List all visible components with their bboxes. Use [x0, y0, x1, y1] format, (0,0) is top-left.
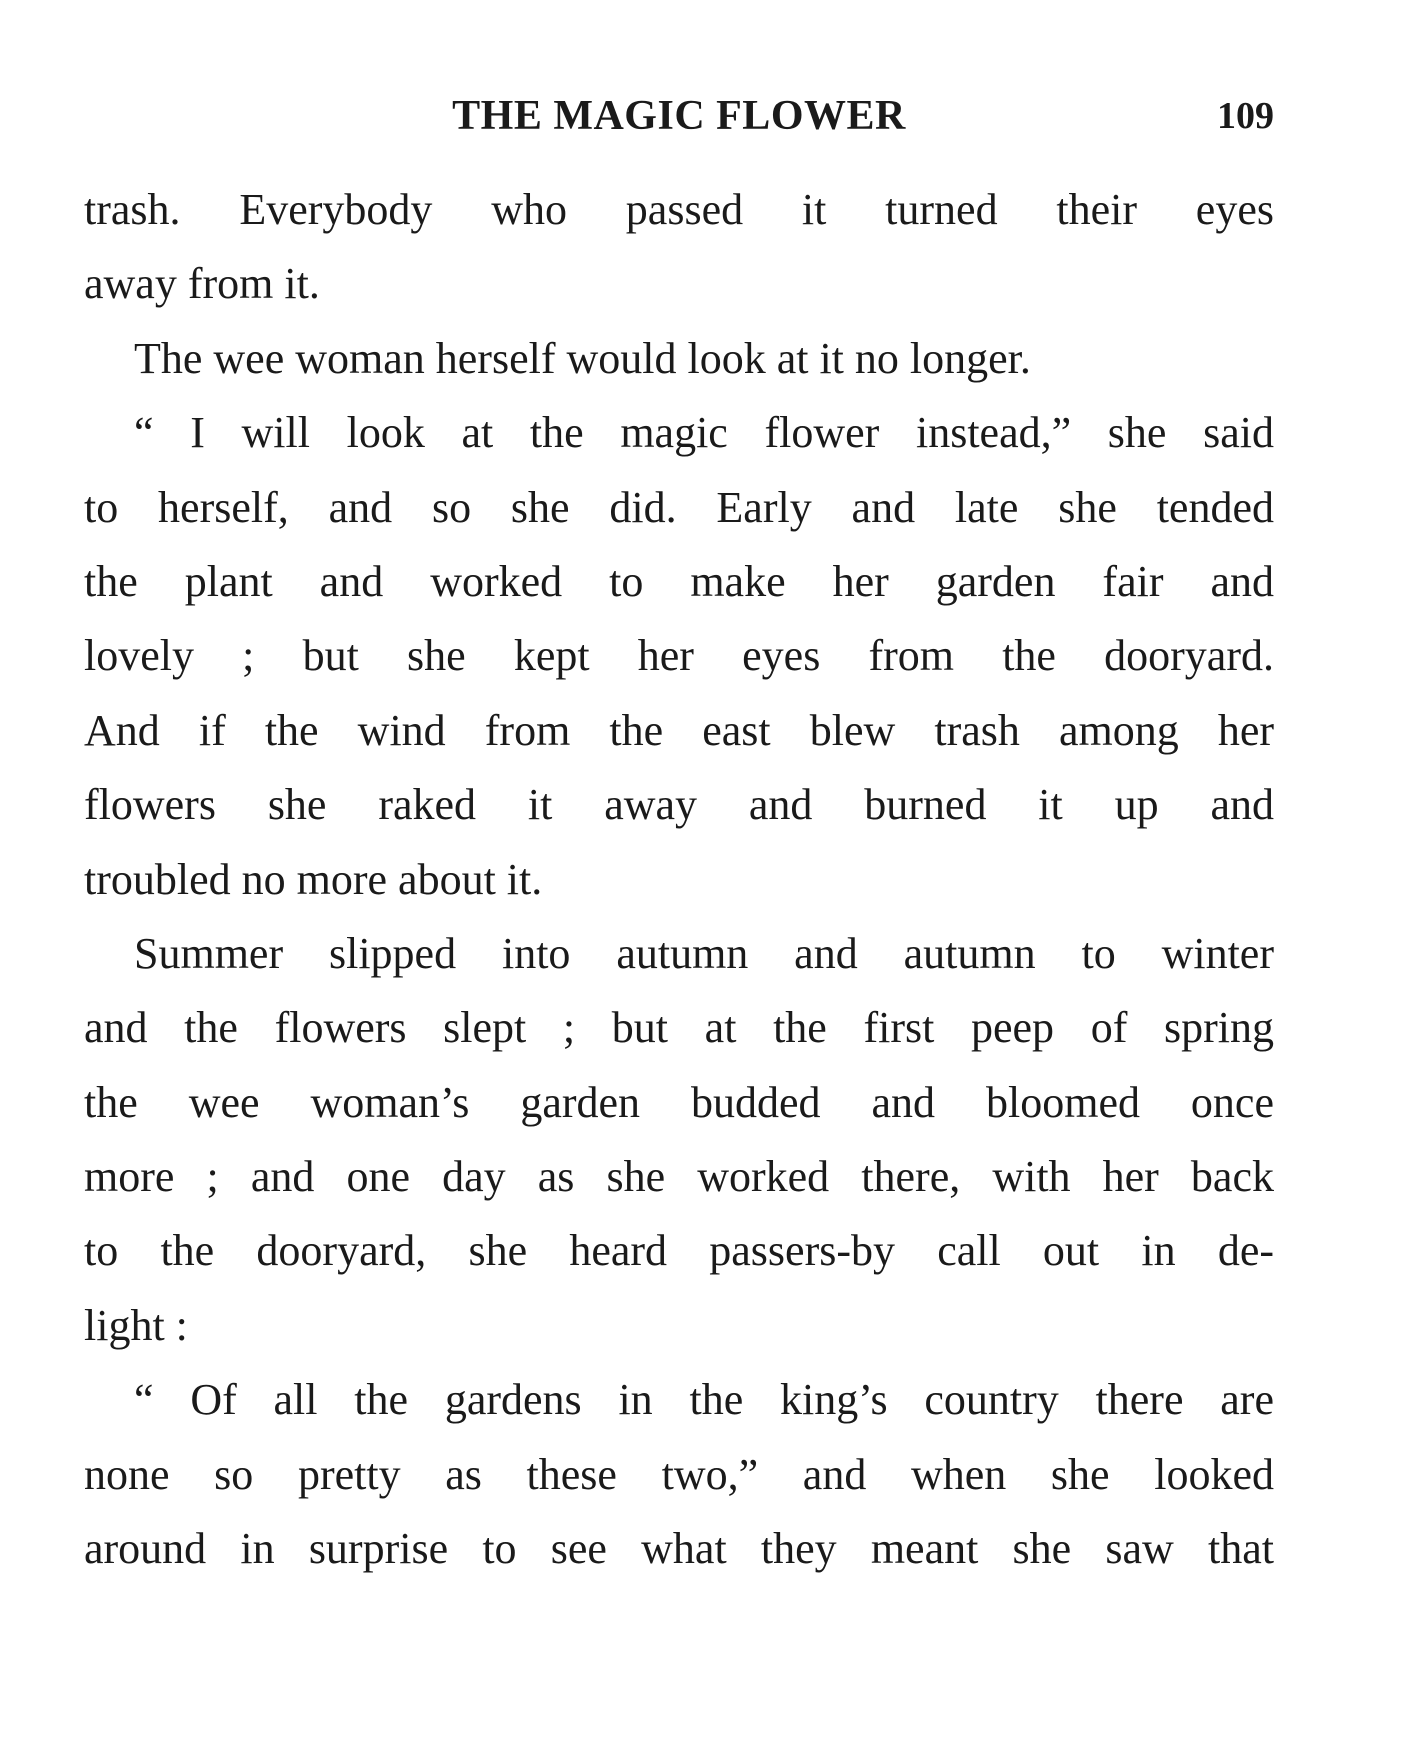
text-line: Summer slipped into autumn and autumn to winter	[134, 928, 1274, 978]
text-line: to the dooryard, she heard passers-by call out in de-	[84, 1226, 1274, 1276]
text-line: “ Of all the gardens in the king’s country there are	[134, 1375, 1274, 1425]
paragraph	[84, 917, 1274, 1363]
running-head	[84, 88, 1274, 144]
page-number: 109	[1217, 95, 1274, 137]
text-line: troubled no more about it.	[84, 854, 543, 904]
text-line: trash. Everybody who passed it turned their eyes	[84, 185, 1274, 234]
text-line: none so pretty as these two,” and when she looked	[84, 1449, 1274, 1499]
text-line: The wee woman herself would look at it no longer.	[134, 333, 1031, 383]
text-line: light :	[84, 1300, 188, 1350]
paragraph	[84, 396, 1274, 917]
text-line: And if the wind from the east blew trash among her	[84, 705, 1274, 755]
text-line: away from it.	[84, 259, 320, 309]
text-line: the wee woman’s garden budded and bloomed once	[84, 1077, 1274, 1127]
text-line: lovely ; but she kept her eyes from the dooryard.	[84, 631, 1274, 681]
paragraph	[84, 322, 1274, 396]
text-line: around in surprise to see what they meant she saw that	[84, 1524, 1274, 1574]
text-line: the plant and worked to make her garden fair and	[84, 556, 1274, 606]
chapter-title: THE MAGIC FLOWER	[452, 93, 906, 139]
text-line: flowers she raked it away and burned it up and	[84, 780, 1274, 830]
text-line: and the flowers slept ; but at the first peep of spring	[84, 1003, 1274, 1053]
text-line: to herself, and so she did. Early and late she tended	[84, 482, 1274, 532]
paragraph	[84, 173, 1274, 322]
text-line: “ I will look at the magic flower instead,” she said	[134, 408, 1274, 458]
body-text	[84, 173, 1274, 1586]
text-line: more ; and one day as she worked there, with her back	[84, 1152, 1274, 1202]
paragraph	[84, 1363, 1274, 1586]
